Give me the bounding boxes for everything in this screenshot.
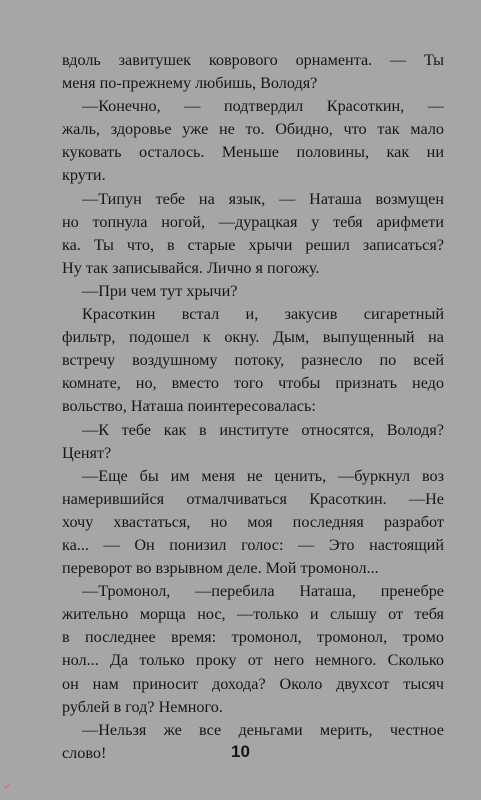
text-line: —К тебе как в институте относятся, Володя? [82, 420, 444, 439]
text-line: Красоткин встал и, закусив сигаретный [82, 305, 444, 324]
text-line: переворот во взрывном деле. Мой тромонол... [62, 559, 379, 578]
text-line: жаль, здоровье уже не то. Обидно, что так мало [62, 120, 444, 139]
text-line: рублей в год? Немного. [62, 697, 223, 716]
text-line: крути. [62, 166, 106, 185]
text-line: хочу хвастаться, но моя последняя разработ [62, 512, 444, 531]
page-number: 10 [231, 742, 250, 761]
text-line: —Нельзя же все деньгами мерить, честное [82, 720, 444, 739]
text-line: встречу воздушному потоку, разнесло по всей [62, 351, 444, 370]
text-line: вольство, Наташа поинтересовалась: [62, 397, 316, 416]
text-line: в последнее время: тромонол, тромонол, тромо [62, 628, 444, 647]
page-body-text [62, 49, 444, 765]
text-line: куковать осталось. Меньше половины, как ни [62, 143, 444, 162]
text-line: —Тромонол, —перебила Наташа, пренебре [82, 582, 444, 601]
text-line: Ну так записывайся. Лично я погожу. [62, 258, 320, 277]
text-line: ка. Ты что, в старые хрычи решил записаться? [62, 235, 444, 254]
text-line: ка... — Он понизил голос: — Это настоящий [62, 535, 444, 554]
text-line: но топнула ногой, —дурацкая у тебя арифмети [62, 212, 444, 231]
corner-mark-icon: ✓ [3, 780, 13, 793]
text-line: меня по-прежнему любишь, Володя? [62, 74, 318, 93]
text-line: намерившийся отмалчиваться Красоткин. —Не [62, 489, 444, 508]
text-line: —Конечно, — подтвердил Красоткин, — [82, 97, 444, 116]
text-line: вдоль завитушек коврового орнамента. — Ты [62, 51, 444, 69]
text-line: слово! [62, 743, 107, 762]
text-line: комнате, но, вместо того чтобы признать недо [62, 374, 444, 393]
text-line: фильтр, подошел к окну. Дым, выпущенный на [62, 328, 444, 347]
text-line: жительно морща нос, —только и слышу от тебя [62, 605, 444, 624]
text-line: —При чем тут хрычи? [82, 281, 238, 300]
text-line: —Еще бы им меня не ценить, —буркнул воз [82, 466, 444, 485]
text-line: он нам приносит дохода? Около двухсот тысяч [62, 674, 444, 693]
text-line: —Типун тебе на язык, — Наташа возмущен [82, 189, 444, 208]
text-line: нол... Да только проку от него немного. Сколько [62, 651, 444, 670]
text-line: Ценят? [62, 443, 112, 462]
